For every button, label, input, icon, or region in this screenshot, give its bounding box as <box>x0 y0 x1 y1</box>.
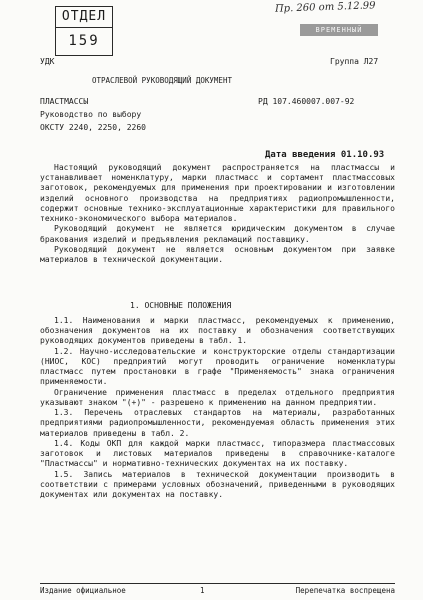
gray-stamp: ВРЕМЕННЫЙ <box>300 24 378 36</box>
footer-edition: Издание официальное <box>40 586 126 595</box>
clauses-block <box>40 316 395 500</box>
clause-paragraph: 1.2. Научно-исследовательские и конструкторские отделы стандартизации (НИОС, КОС) предприятий могут проводить ограничение номенклатуры пластмасс путем простановки в графе "Применяемость" знака ограничения применяемости. <box>40 346 395 387</box>
intro-block <box>40 163 395 265</box>
document-subtitle: Руководство по выбору <box>40 110 142 119</box>
clause-paragraph: 1.3. Перечень отраслевых стандартов на материалы, разработанных предприятиями радиопромышленности, рекомендуемая область применения этих материалов приведены в табл. 2. <box>40 408 395 438</box>
clause-paragraph: Ограничение применения пластмасс в пределах отдельного предприятия указывают знаком "(+)" - разрешено к применению на данном предприятии. <box>40 387 395 407</box>
intro-paragraph: Настоящий руководящий документ распространяется на пластмассы и устанавливает номенклатуру, марки пластмасс и сортамент пластмассовых заготовок, рекомендуемых для применения при проектировании и изготовлении изделий основного производства на предприятиях радиопромышленности, содержит основные технико-эксплуатационные характеристики для правильного технико-экономического выбора материалов. <box>40 163 395 224</box>
handwritten-note: Пр. 260 от 5.12.99 <box>274 0 376 15</box>
footer-reprint-notice: Перепечатка воспрещена <box>295 586 395 595</box>
stamp-line-1: ОТДЕЛ <box>56 7 112 28</box>
page-number: 1 <box>200 586 205 595</box>
department-stamp <box>55 6 113 56</box>
page-footer <box>40 583 395 598</box>
clause-paragraph: 1.4. Коды ОКП для каждой марки пластмасс, типоразмера пластмассовых заготовок и листовых материалов приведены в справочнике-каталоге "Пластмассы" и нормативно-технических документах на их поставку. <box>40 438 395 469</box>
stamp-line-2: 159 <box>68 33 100 49</box>
document-classifier: ОКСТУ 2240, 2250, 2260 <box>40 123 146 132</box>
udk-label: УДК <box>40 57 55 66</box>
document-type: ОТРАСЛЕВОЙ РУКОВОДЯЩИЙ ДОКУМЕНТ <box>92 76 232 85</box>
section-heading: 1. ОСНОВНЫЕ ПОЛОЖЕНИЯ <box>130 301 232 310</box>
intro-paragraph: Руководящий документ не является юридическим документом в случае бракования изделий и предъявления рекламаций поставщику. <box>40 224 395 244</box>
clause-paragraph: 1.5. Запись материалов в технической документации производить в соответствии с примерами условных обозначений, приведенными в руководящих документах или документах на поставку. <box>40 469 395 499</box>
document-title: ПЛАСТМАССЫ <box>40 97 89 106</box>
introduction-date: Дата введения 01.10.93 <box>265 150 385 160</box>
group-label: Группа Л27 <box>330 57 379 66</box>
intro-paragraph: Руководящий документ не является основным документом при заявке материалов в технической документации. <box>40 244 395 265</box>
clause-paragraph: 1.1. Наименования и марки пластмасс, рекомендуемых к применению, обозначения документов на их поставку и обозначения соответствующих руководящих документов приведены в табл. 1. <box>40 316 395 346</box>
document-code: РД 107.460007.007-92 <box>258 97 355 106</box>
